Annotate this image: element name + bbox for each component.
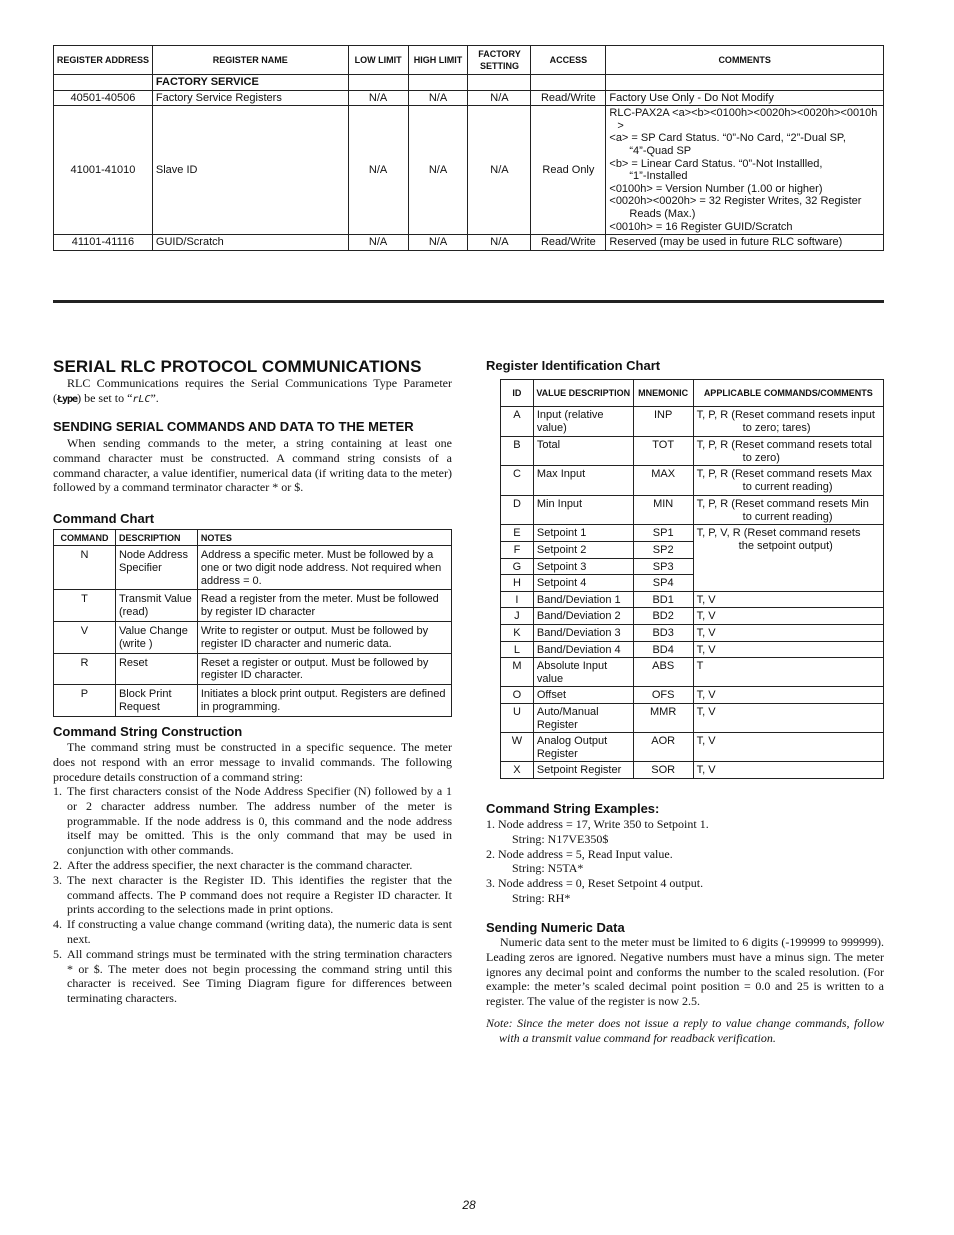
applicable-commands: T, V — [693, 762, 883, 779]
page-number: 28 — [462, 1198, 476, 1212]
table-row — [501, 591, 884, 608]
mnemonic: ABS — [633, 658, 693, 687]
register-id-chart — [500, 379, 884, 779]
list-item: 2. Node address = 5, Read Input value. String: N5TA* — [486, 846, 673, 876]
col-header: FACTORY SETTING — [468, 46, 531, 75]
mnemonic: BD2 — [633, 608, 693, 625]
type-parameter-glyph: Łype — [57, 393, 78, 405]
value-description: Band/Deviation 4 — [533, 641, 633, 658]
numeric-data-heading: Sending Numeric Data — [486, 920, 625, 935]
table-row — [501, 733, 884, 762]
register-id: M — [501, 658, 534, 687]
table-row — [501, 525, 884, 542]
list-item: 1. Node address = 17, Write 350 to Setpoint 1. String: N17VE350$ — [486, 817, 709, 846]
list-item: 3. The next character is the Register ID. This identifies the register that the command affects. The P command does not require a Register ID character. It prints according to the selections made in print options. — [53, 872, 452, 917]
col-header: MNEMONIC — [633, 380, 693, 407]
list-item: 4. If constructing a value change command (writing data), the numeric data is sent next. — [53, 917, 452, 946]
table-header-row — [54, 46, 884, 75]
value-description: Setpoint 1 — [533, 525, 633, 542]
register-id-heading: Register Identification Chart — [486, 358, 661, 373]
col-header: REGISTER NAME — [152, 46, 348, 75]
applicable-commands: T, P, R (Reset command resets Min to current reading) — [693, 496, 883, 525]
note-paragraph: Note: Since the meter does not issue a reply to value change commands, follow with a transmit value command for readback verification. — [486, 1016, 884, 1045]
list-item: 1. The first characters consist of the Node Address Specifier (N) followed by a 1 or 2 character address number. The address number of the meter is programmable. If the node address is 0, this command and the node address itself may be omitted. This is the only command that may be used in conjunction with other commands. — [53, 784, 452, 858]
value-description: Absolute Input value — [533, 658, 633, 687]
command-notes: Write to register or output. Must be followed by register ID character and numeric data. — [197, 621, 451, 653]
register-id: X — [501, 762, 534, 779]
mnemonic: MMR — [633, 703, 693, 732]
command-letter: T — [54, 590, 116, 622]
register-id: E — [501, 525, 534, 542]
applicable-commands: T, P, R (Reset command resets input to zero; tares) — [693, 407, 883, 437]
register-table — [53, 45, 884, 251]
mnemonic: OFS — [633, 687, 693, 704]
col-header: ACCESS — [531, 46, 606, 75]
value-description: Band/Deviation 3 — [533, 624, 633, 641]
register-id: I — [501, 591, 534, 608]
col-header: ID — [501, 380, 534, 407]
value-description: Analog Output Register — [533, 733, 633, 762]
table-header-row — [501, 380, 884, 407]
table-row — [54, 106, 884, 235]
mnemonic: SOR — [633, 762, 693, 779]
applicable-commands: T, V — [693, 608, 883, 625]
mnemonic: MIN — [633, 496, 693, 525]
applicable-commands: T, V — [693, 624, 883, 641]
command-chart — [53, 529, 452, 717]
register-id: W — [501, 733, 534, 762]
col-header: COMMENTS — [606, 46, 884, 75]
table-header-row — [54, 530, 452, 546]
table-row — [501, 407, 884, 437]
register-id: J — [501, 608, 534, 625]
access: Read/Write — [531, 235, 606, 251]
table-row — [54, 546, 452, 590]
value-description: Total — [533, 437, 633, 466]
register-address: 41101-41116 — [54, 235, 153, 251]
table-row — [501, 641, 884, 658]
register-id: U — [501, 703, 534, 732]
table-row — [54, 90, 884, 106]
command-description: Value Change (write ) — [115, 621, 197, 653]
comments: RLC-PAX2A <a><b><0100h><0020h><0020h><0010h > <a> = SP Card Status. “0”-No Card, “2”-Dual SP, “4”-Quad SP <b> = Linear Card Status. “0”-Not Installled, “1”-Installed <0100h> = Version Number (1.00 or higher) <0020h><0020h> = 32 Register Writes, 32 Register Reads (Max.) <0010h> = 16 Register GUID/Scratch — [606, 106, 884, 235]
mnemonic: SP1 — [633, 525, 693, 542]
value-description: Min Input — [533, 496, 633, 525]
command-description: Transmit Value (read) — [115, 590, 197, 622]
table-row — [501, 496, 884, 525]
command-description: Reset — [115, 653, 197, 685]
table-row — [501, 762, 884, 779]
construction-paragraph: The command string must be constructed in a specific sequence. The meter does not respond with an error message to invalid commands. The following procedure details construction of a command string: — [53, 740, 452, 784]
low-limit: N/A — [348, 106, 408, 235]
applicable-commands: T, P, V, R (Reset command resets the setpoint output) — [693, 525, 883, 591]
command-string-heading: Command String Construction — [53, 724, 243, 739]
subsection-heading: SENDING SERIAL COMMANDS AND DATA TO THE METER — [53, 419, 414, 434]
mnemonic: TOT — [633, 437, 693, 466]
col-header: LOW LIMIT — [348, 46, 408, 75]
examples-list — [486, 817, 884, 906]
table-row — [501, 466, 884, 496]
applicable-commands: T, P, R (Reset command resets total to zero) — [693, 437, 883, 466]
mnemonic: SP2 — [633, 541, 693, 558]
applicable-commands: T, P, R (Reset command resets Max to current reading) — [693, 466, 883, 496]
intro-paragraph: RLC Communications requires the Serial Communications Type Parameter (Łype) be set to “rLC”. — [53, 376, 452, 405]
command-notes: Reset a register or output. Must be followed by register ID character. — [197, 653, 451, 685]
table-row — [501, 608, 884, 625]
register-name: GUID/Scratch — [152, 235, 348, 251]
mnemonic: INP — [633, 407, 693, 437]
mnemonic: SP3 — [633, 558, 693, 575]
register-name: Factory Service Registers — [152, 90, 348, 106]
section-row — [54, 75, 884, 91]
register-id: O — [501, 687, 534, 704]
low-limit: N/A — [348, 90, 408, 106]
section-label: FACTORY SERVICE — [152, 75, 348, 91]
register-id: K — [501, 624, 534, 641]
applicable-commands: T, V — [693, 703, 883, 732]
list-item: 2. After the address specifier, the next character is the command character. — [53, 857, 413, 872]
factory-setting: N/A — [468, 106, 531, 235]
register-address: 41001-41010 — [54, 106, 153, 235]
command-letter: P — [54, 685, 116, 717]
command-chart-heading: Command Chart — [53, 511, 155, 526]
command-letter: R — [54, 653, 116, 685]
examples-heading: Command String Examples: — [486, 801, 660, 816]
register-id: H — [501, 575, 534, 592]
table-row — [54, 685, 452, 717]
comments: Reserved (may be used in future RLC software) — [606, 235, 884, 251]
register-id: B — [501, 437, 534, 466]
list-item: 5. All command strings must be terminated with the string termination characters * or $. The meter does not begin processing the command string until this character is received. See Timing Diagram figure for differences between terminating characters. — [53, 946, 452, 1006]
table-row — [54, 590, 452, 622]
applicable-commands: T, V — [693, 641, 883, 658]
col-header: HIGH LIMIT — [408, 46, 468, 75]
register-id: G — [501, 558, 534, 575]
high-limit: N/A — [408, 235, 468, 251]
applicable-commands: T — [693, 658, 883, 687]
command-letter: V — [54, 621, 116, 653]
table-row — [54, 653, 452, 685]
register-id: L — [501, 641, 534, 658]
mnemonic: BD4 — [633, 641, 693, 658]
command-description: Node Address Specifier — [115, 546, 197, 590]
comments: Factory Use Only - Do Not Modify — [606, 90, 884, 106]
value-description: Setpoint 3 — [533, 558, 633, 575]
high-limit: N/A — [408, 90, 468, 106]
mnemonic: AOR — [633, 733, 693, 762]
high-limit: N/A — [408, 106, 468, 235]
value-description: Band/Deviation 2 — [533, 608, 633, 625]
command-notes: Read a register from the meter. Must be followed by register ID character — [197, 590, 451, 622]
table-row — [501, 624, 884, 641]
table-row — [501, 687, 884, 704]
value-description: Band/Deviation 1 — [533, 591, 633, 608]
table-row — [501, 703, 884, 732]
table-row — [501, 658, 884, 687]
value-description: Auto/Manual Register — [533, 703, 633, 732]
construction-steps — [53, 784, 452, 1006]
value-description: Setpoint Register — [533, 762, 633, 779]
register-address: 40501-40506 — [54, 90, 153, 106]
section-divider — [53, 300, 884, 303]
register-id: C — [501, 466, 534, 496]
col-header: APPLICABLE COMMANDS/COMMENTS — [693, 380, 883, 407]
col-header: VALUE DESCRIPTION — [533, 380, 633, 407]
table-row — [54, 621, 452, 653]
command-description: Block Print Request — [115, 685, 197, 717]
register-name: Slave ID — [152, 106, 348, 235]
register-id: F — [501, 541, 534, 558]
factory-setting: N/A — [468, 235, 531, 251]
table-row — [54, 235, 884, 251]
factory-setting: N/A — [468, 90, 531, 106]
access: Read Only — [531, 106, 606, 235]
col-header: DESCRIPTION — [115, 530, 197, 546]
applicable-commands: T, V — [693, 687, 883, 704]
command-notes: Initiates a block print output. Registers are defined in programming. — [197, 685, 451, 717]
value-description: Max Input — [533, 466, 633, 496]
applicable-commands: T, V — [693, 733, 883, 762]
rlc-value-glyph: rLC — [132, 393, 151, 405]
access: Read/Write — [531, 90, 606, 106]
register-id: D — [501, 496, 534, 525]
section-title: SERIAL RLC PROTOCOL COMMUNICATIONS — [53, 357, 422, 376]
numeric-data-paragraph: Numeric data sent to the meter must be limited to 6 digits (-199999 to 999999). Leading zeros are ignored. Negative numbers must have a minus sign. The meter ignores any decimal point and conforms the number to the scaled resolution. (For example: the meter’s scaled decimal point position = 0.0 and 25 is written to a register. The value of the register is now 2.5. — [486, 935, 884, 1009]
value-description: Offset — [533, 687, 633, 704]
mnemonic: BD1 — [633, 591, 693, 608]
col-header: REGISTER ADDRESS — [54, 46, 153, 75]
col-header: COMMAND — [54, 530, 116, 546]
register-id: A — [501, 407, 534, 437]
command-letter: N — [54, 546, 116, 590]
mnemonic: MAX — [633, 466, 693, 496]
mnemonic: BD3 — [633, 624, 693, 641]
applicable-commands: T, V — [693, 591, 883, 608]
command-notes: Address a specific meter. Must be followed by a one or two digit node address. Not required when address = 0. — [197, 546, 451, 590]
mnemonic: SP4 — [633, 575, 693, 592]
table-row — [501, 437, 884, 466]
value-description: Input (relative value) — [533, 407, 633, 437]
sending-paragraph: When sending commands to the meter, a string containing at least one command character must be constructed. A command string consists of a command character, a value identifier, numerical data (if writing data to the meter) followed by a command terminator character * or $. — [53, 436, 452, 495]
low-limit: N/A — [348, 235, 408, 251]
col-header: NOTES — [197, 530, 451, 546]
list-item: 3. Node address = 0, Reset Setpoint 4 output. String: RH* — [486, 876, 704, 905]
value-description: Setpoint 2 — [533, 541, 633, 558]
value-description: Setpoint 4 — [533, 575, 633, 592]
